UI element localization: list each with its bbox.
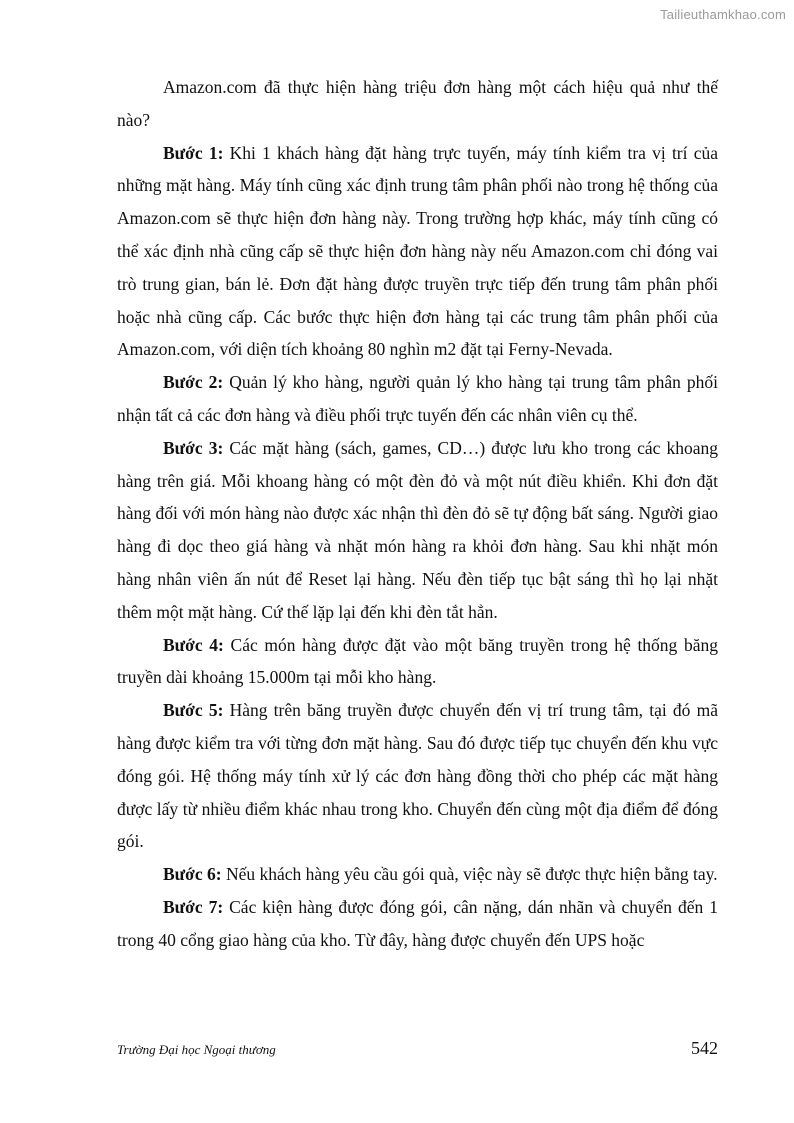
- step-7-text: Các kiện hàng được đóng gói, cân nặng, dán nhãn và chuyển đến 1 trong 40 cổng giao hàng của kho. Từ đây, hàng được chuyển đến UPS hoặc: [117, 896, 718, 950]
- step-6-paragraph: [117, 858, 718, 891]
- step-6-text: Nếu khách hàng yêu cầu gói quà, việc này sẽ được thực hiện bằng tay.: [221, 864, 718, 885]
- step-2-label: Bước 2:: [163, 372, 224, 393]
- step-3-label: Bước 3:: [163, 437, 224, 458]
- step-1-label: Bước 1:: [163, 142, 224, 163]
- step-2-paragraph: [117, 366, 718, 432]
- step-5-label: Bước 5:: [163, 700, 224, 721]
- step-3-paragraph: [117, 432, 718, 629]
- page-footer: [117, 1038, 718, 1062]
- page-number: 542: [691, 1038, 718, 1058]
- step-4-text: Các món hàng được đặt vào một băng truyền trong hệ thống băng truyền dài khoảng 15.000m tại mỗi kho hàng.: [117, 634, 718, 688]
- step-4-paragraph: [117, 629, 718, 695]
- step-7-label: Bước 7:: [163, 896, 224, 917]
- document-body: [117, 71, 718, 957]
- step-2-text: Quản lý kho hàng, người quản lý kho hàng tại trung tâm phân phối nhận tất cả các đơn hàng và điều phối trực tuyến đến các nhân viên cụ thể.: [117, 372, 718, 425]
- step-1-text: Khi 1 khách hàng đặt hàng trực tuyến, máy tính kiểm tra vị trí của những mặt hàng. Máy tính cũng xác định trung tâm phân phối nào trong hệ thống của Amazon.com sẽ thực hiện đơn hàng này. Trong trường hợp khác, máy tính cũng có thể xác định nhà cũng cấp sẽ thực hiện đơn hàng này nếu Amazon.com chỉ đóng vai trò trung gian, bán lẻ. Đơn đặt hàng được truyền trực tiếp đến trung tâm phân phối hoặc nhà cũng cấp. Các bước thực hiện đơn hàng tại các trung tâm phân phối của Amazon.com, với diện tích khoảng 80 nghìn m2 đặt tại Ferny-Nevada.: [117, 142, 718, 360]
- step-3-text: Các mặt hàng (sách, games, CD…) được lưu kho trong các khoang hàng trên giá. Mỗi khoang hàng có một đèn đỏ và một nút điều khiển. Khi đơn đặt hàng đối với món hàng nào được xác nhận thì đèn đỏ sẽ tự động bất sáng. Người giao hàng đi dọc theo giá hàng và nhặt món hàng ra khỏi đơn hàng. Sau khi nhặt món hàng nhân viên ấn nút để Reset lại hàng. Nếu đèn tiếp tục bật sáng thì họ lại nhặt thêm một mặt hàng. Cứ thế lặp lại đến khi đèn tắt hẳn.: [117, 437, 718, 622]
- step-5-paragraph: [117, 694, 718, 858]
- step-1-paragraph: [117, 137, 718, 367]
- intro-paragraph: Amazon.com đã thực hiện hàng triệu đơn hàng một cách hiệu quả như thế nào?: [117, 77, 718, 130]
- step-7-paragraph: [117, 891, 718, 957]
- step-4-label: Bước 4:: [163, 634, 224, 655]
- watermark: Tailieuthamkhao.com: [660, 7, 786, 22]
- footer-school-name: Trường Đại học Ngoại thương: [117, 1042, 276, 1057]
- step-5-text: Hàng trên băng truyền được chuyển đến vị trí trung tâm, tại đó mã hàng được kiểm tra với từng đơn mặt hàng. Sau đó được tiếp tục chuyển đến khu vực đóng gói. Hệ thống máy tính xử lý các đơn hàng đồng thời cho phép các mặt hàng được lấy từ nhiều điểm khác nhau trong kho. Chuyển đến cùng một địa điểm để đóng gói.: [117, 700, 718, 852]
- step-6-label: Bước 6:: [163, 864, 222, 885]
